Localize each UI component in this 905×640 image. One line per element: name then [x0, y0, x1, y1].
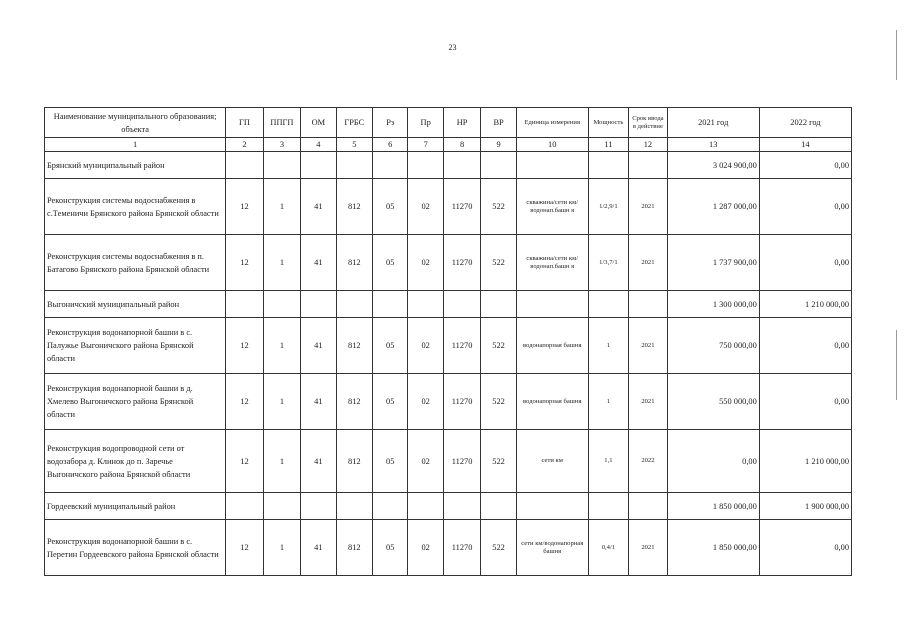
header-gp: ГП — [226, 108, 263, 138]
cell-nr: 11270 — [443, 374, 480, 430]
cell-unit — [516, 152, 588, 179]
column-number: 4 — [301, 138, 336, 152]
cell-vr: 522 — [481, 179, 516, 235]
cell-ppgp: 1 — [263, 430, 300, 493]
cell-2021: 3 024 900,00 — [667, 152, 759, 179]
cell-power — [588, 152, 629, 179]
cell-unit: водонапорная башня — [516, 318, 588, 374]
cell-2022: 0,00 — [759, 179, 851, 235]
cell-grbs: 812 — [336, 520, 372, 576]
cell-2022: 0,00 — [759, 235, 851, 291]
cell-vr — [481, 291, 516, 318]
header-power: Мощность — [588, 108, 629, 138]
cell-2021: 1 737 900,00 — [667, 235, 759, 291]
cell-2021: 1 287 000,00 — [667, 179, 759, 235]
header-name: Наименование муниципального образования; объекта — [45, 108, 226, 138]
cell-pr: 02 — [408, 520, 443, 576]
cell-term — [629, 291, 667, 318]
cell-rz: 05 — [373, 430, 408, 493]
cell-term: 2021 — [629, 179, 667, 235]
cell-grbs: 812 — [336, 430, 372, 493]
object-row — [45, 430, 852, 493]
row-name: Реконструкция водонапорной башни в с. Перетин Гордеевского района Брянской области — [45, 520, 226, 576]
cell-vr: 522 — [481, 430, 516, 493]
column-number: 8 — [443, 138, 480, 152]
cell-grbs: 812 — [336, 318, 372, 374]
cell-om — [301, 493, 336, 520]
cell-rz: 05 — [373, 374, 408, 430]
header-term: Срок ввода в действие — [629, 108, 667, 138]
cell-nr: 11270 — [443, 430, 480, 493]
cell-ppgp: 1 — [263, 318, 300, 374]
page-number: 23 — [448, 43, 457, 52]
cell-power: 0,4/1 — [588, 520, 629, 576]
scan-edge-mark — [896, 30, 897, 80]
cell-2021: 750 000,00 — [667, 318, 759, 374]
cell-om: 41 — [301, 318, 336, 374]
cell-unit: водонапорная башня — [516, 374, 588, 430]
cell-rz — [373, 291, 408, 318]
cell-gp — [226, 493, 263, 520]
cell-unit: сети км — [516, 430, 588, 493]
header-om: ОМ — [301, 108, 336, 138]
header-2022: 2022 год — [759, 108, 851, 138]
row-name: Реконструкция системы водоснабжения в п. Батагово Брянского района Брянской области — [45, 235, 226, 291]
cell-unit: скважина/сети км/водонап.башн я — [516, 235, 588, 291]
cell-power: 1 — [588, 318, 629, 374]
object-row — [45, 520, 852, 576]
column-number: 6 — [373, 138, 408, 152]
cell-power — [588, 493, 629, 520]
cell-unit — [516, 291, 588, 318]
cell-term: 2022 — [629, 430, 667, 493]
scan-edge-mark — [896, 330, 897, 400]
cell-om: 41 — [301, 374, 336, 430]
cell-gp: 12 — [226, 318, 263, 374]
table-header-row — [45, 108, 852, 138]
cell-om: 41 — [301, 235, 336, 291]
municipality-row — [45, 493, 852, 520]
cell-2021: 1 850 000,00 — [667, 493, 759, 520]
cell-rz: 05 — [373, 235, 408, 291]
cell-term: 2021 — [629, 520, 667, 576]
object-row — [45, 318, 852, 374]
cell-term — [629, 493, 667, 520]
column-number: 3 — [263, 138, 300, 152]
cell-ppgp: 1 — [263, 179, 300, 235]
cell-term — [629, 152, 667, 179]
cell-nr: 11270 — [443, 318, 480, 374]
cell-power: 1 — [588, 374, 629, 430]
header-rz: Рз — [373, 108, 408, 138]
budget-table — [44, 107, 852, 576]
cell-grbs: 812 — [336, 179, 372, 235]
row-name: Реконструкция водонапорной башни в д. Хмелево Выгоничского района Брянской области — [45, 374, 226, 430]
cell-2022: 0,00 — [759, 520, 851, 576]
cell-2021: 550 000,00 — [667, 374, 759, 430]
cell-vr: 522 — [481, 318, 516, 374]
cell-om — [301, 291, 336, 318]
column-number: 5 — [336, 138, 372, 152]
row-name: Реконструкция системы водоснабжения в с.Теменичи Брянского района Брянской области — [45, 179, 226, 235]
cell-pr: 02 — [408, 374, 443, 430]
cell-ppgp: 1 — [263, 235, 300, 291]
cell-nr: 11270 — [443, 179, 480, 235]
cell-grbs: 812 — [336, 374, 372, 430]
cell-om: 41 — [301, 179, 336, 235]
cell-pr: 02 — [408, 318, 443, 374]
column-number: 1 — [45, 138, 226, 152]
cell-term: 2021 — [629, 318, 667, 374]
cell-2022: 0,00 — [759, 374, 851, 430]
object-row — [45, 374, 852, 430]
cell-grbs — [336, 291, 372, 318]
cell-unit: сети км/водонапорная башня — [516, 520, 588, 576]
cell-gp: 12 — [226, 235, 263, 291]
cell-unit — [516, 493, 588, 520]
cell-nr — [443, 291, 480, 318]
cell-2022: 1 210 000,00 — [759, 430, 851, 493]
cell-rz: 05 — [373, 179, 408, 235]
cell-ppgp — [263, 291, 300, 318]
column-number: 12 — [629, 138, 667, 152]
cell-ppgp: 1 — [263, 520, 300, 576]
cell-om — [301, 152, 336, 179]
municipality-row — [45, 291, 852, 318]
row-name: Реконструкция водонапорной башни в с. Палужье Выгоничского района Брянской области — [45, 318, 226, 374]
cell-ppgp — [263, 493, 300, 520]
column-number: 13 — [667, 138, 759, 152]
cell-om: 41 — [301, 520, 336, 576]
cell-unit: скважина/сети км/водонап.башн я — [516, 179, 588, 235]
header-ppgp: ППГП — [263, 108, 300, 138]
cell-2021: 1 850 000,00 — [667, 520, 759, 576]
object-row — [45, 179, 852, 235]
column-number: 10 — [516, 138, 588, 152]
cell-grbs — [336, 493, 372, 520]
cell-ppgp: 1 — [263, 374, 300, 430]
cell-nr — [443, 493, 480, 520]
header-vr: ВР — [481, 108, 516, 138]
row-name: Гордеевский муниципальный район — [45, 493, 226, 520]
cell-2022: 1 900 000,00 — [759, 493, 851, 520]
cell-power — [588, 291, 629, 318]
column-number: 9 — [481, 138, 516, 152]
cell-vr: 522 — [481, 235, 516, 291]
cell-power: 1/2,9/1 — [588, 179, 629, 235]
cell-power: 1,1 — [588, 430, 629, 493]
cell-2022: 0,00 — [759, 152, 851, 179]
cell-rz — [373, 152, 408, 179]
municipality-row — [45, 152, 852, 179]
cell-rz: 05 — [373, 520, 408, 576]
cell-pr — [408, 152, 443, 179]
cell-pr — [408, 493, 443, 520]
cell-rz: 05 — [373, 318, 408, 374]
cell-power: 1/3,7/1 — [588, 235, 629, 291]
column-number: 14 — [759, 138, 851, 152]
cell-vr: 522 — [481, 374, 516, 430]
cell-pr: 02 — [408, 430, 443, 493]
cell-nr: 11270 — [443, 520, 480, 576]
cell-rz — [373, 493, 408, 520]
cell-grbs: 812 — [336, 235, 372, 291]
row-name: Брянский муниципальный район — [45, 152, 226, 179]
cell-2021: 1 300 000,00 — [667, 291, 759, 318]
cell-2022: 0,00 — [759, 318, 851, 374]
cell-vr: 522 — [481, 520, 516, 576]
cell-vr — [481, 152, 516, 179]
object-row — [45, 235, 852, 291]
header-grbs: ГРБС — [336, 108, 372, 138]
cell-2022: 1 210 000,00 — [759, 291, 851, 318]
column-number-row — [45, 138, 852, 152]
header-nr: НР — [443, 108, 480, 138]
column-number: 2 — [226, 138, 263, 152]
header-2021: 2021 год — [667, 108, 759, 138]
row-name: Реконструкция водопроводной сети от водозабора д. Клинок до п. Заречье Выгоничского района Брянской области — [45, 430, 226, 493]
column-number: 11 — [588, 138, 629, 152]
cell-om: 41 — [301, 430, 336, 493]
cell-vr — [481, 493, 516, 520]
header-pr: Пр — [408, 108, 443, 138]
column-number: 7 — [408, 138, 443, 152]
cell-2021: 0,00 — [667, 430, 759, 493]
cell-gp — [226, 152, 263, 179]
cell-pr: 02 — [408, 235, 443, 291]
cell-gp: 12 — [226, 179, 263, 235]
cell-ppgp — [263, 152, 300, 179]
row-name: Выгоничский муниципальный район — [45, 291, 226, 318]
cell-nr: 11270 — [443, 235, 480, 291]
cell-gp — [226, 291, 263, 318]
cell-grbs — [336, 152, 372, 179]
cell-term: 2021 — [629, 374, 667, 430]
cell-gp: 12 — [226, 520, 263, 576]
cell-gp: 12 — [226, 430, 263, 493]
cell-pr: 02 — [408, 179, 443, 235]
cell-term: 2021 — [629, 235, 667, 291]
cell-gp: 12 — [226, 374, 263, 430]
header-unit: Единица измерения — [516, 108, 588, 138]
cell-nr — [443, 152, 480, 179]
cell-pr — [408, 291, 443, 318]
